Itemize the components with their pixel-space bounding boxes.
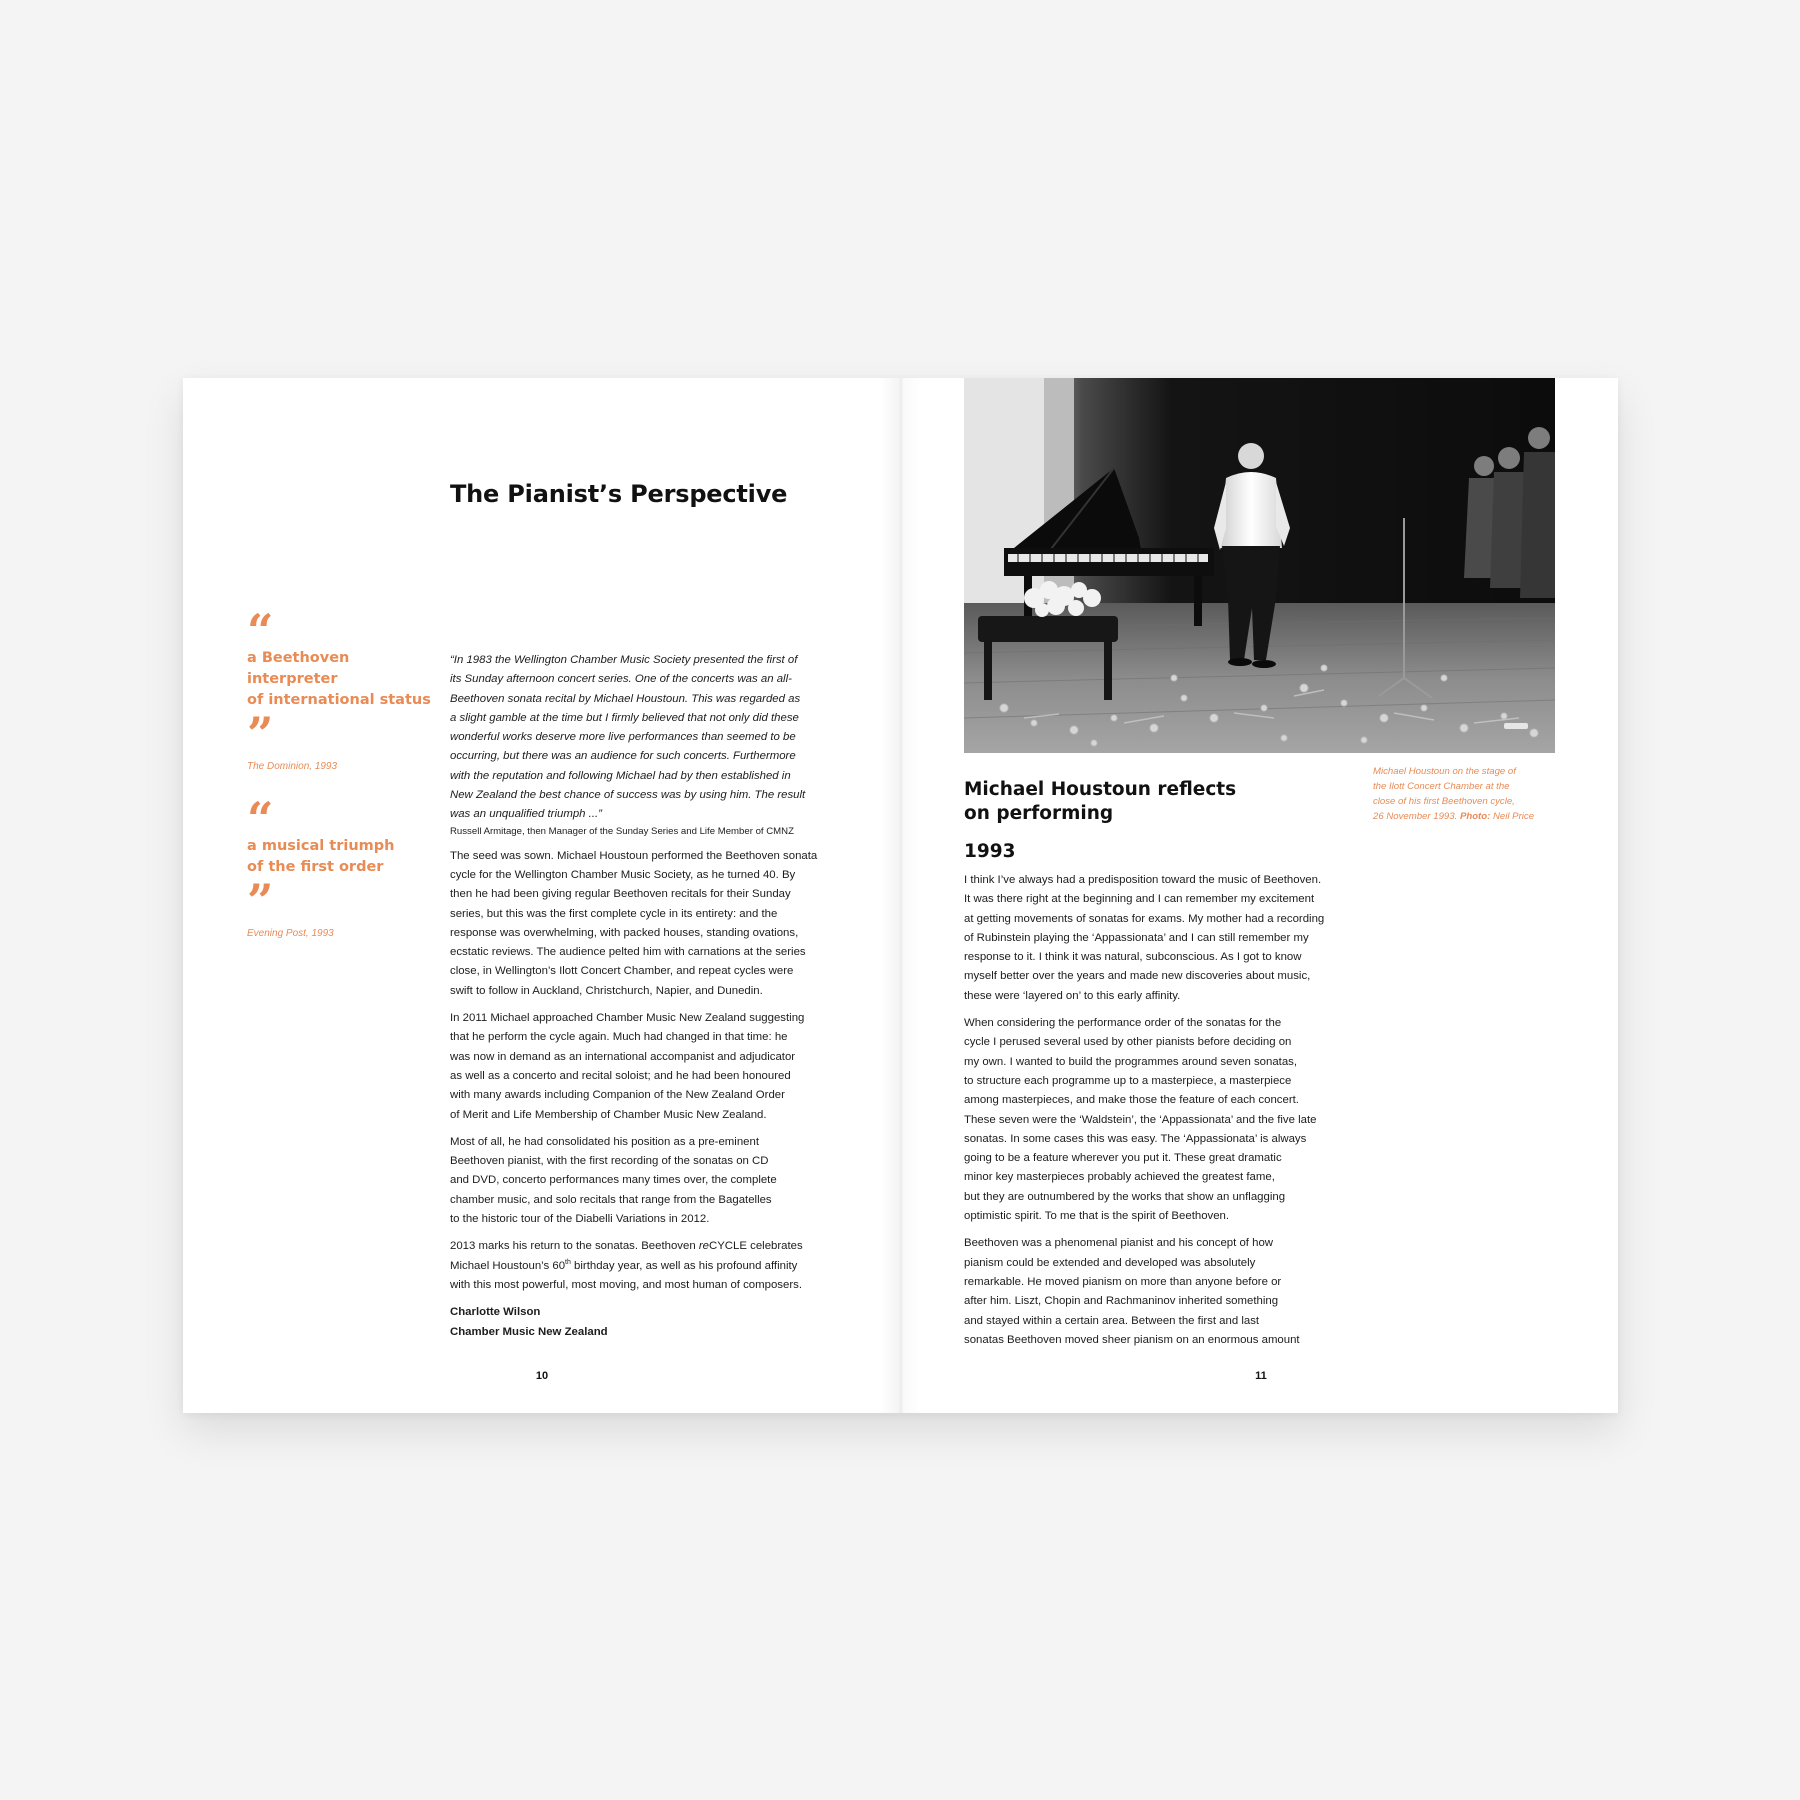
- section-year: 1993: [964, 841, 1016, 862]
- close-quote-icon: ”: [247, 874, 274, 928]
- text-run: CYCLE celebrates: [708, 1240, 803, 1253]
- body-paragraph: In 2011 Michael approached Chamber Music New Zealand suggesting that he perform the cycle again. Much had changed in that time: he was now in demand as an international accompanist and adjudicator as well as a concerto and recital soloist; and he had been honoured with many awards including Companion of the New Zealand Order of Merit and Life Membership of Chamber Music New Zealand.: [450, 1012, 805, 1121]
- text-run: Michael Houstoun’s 60: [450, 1259, 566, 1272]
- booklet-spread: [183, 378, 1618, 1413]
- pull-quote-2: [247, 792, 437, 939]
- right-page: [901, 378, 1618, 1413]
- body-paragraph: I think I’ve always had a predisposition toward the music of Beethoven. It was there right at the beginning and I can remember my excitement at getting movements of sonatas for exams. My mother had a recording of Rubinstein playing the ‘Appassionata’ and I can still remember my response to it. I think it was natural, subconscious. As I got to know myself better over the years and made new discoveries about music, these were ‘layered on’ to this early affinity.: [964, 874, 1325, 1002]
- page-number: 11: [1255, 1370, 1267, 1382]
- superscript: th: [565, 1258, 571, 1266]
- text-run: with this most powerful, most moving, and most human of composers.: [450, 1278, 802, 1291]
- concert-photo: [964, 378, 1555, 753]
- text-run: birthday year, as well as his profound affinity: [570, 1259, 798, 1272]
- text-run: 2013 marks his return to the sonatas. Beethoven: [450, 1240, 699, 1253]
- pull-quote-source: The Dominion, 1993: [247, 761, 338, 772]
- caption-photo-label: Photo:: [1459, 811, 1491, 822]
- quote-attribution: Russell Armitage, then Manager of the Sunday Series and Life Member of CMNZ: [450, 825, 794, 837]
- body-paragraph-final: [450, 1237, 850, 1295]
- photo-illustration: [964, 378, 1555, 753]
- text-run-italic: re: [698, 1240, 709, 1253]
- page-title: The Pianist’s Perspective: [450, 480, 788, 508]
- signature-organisation: Chamber Music New Zealand: [450, 1325, 608, 1338]
- section-heading: Michael Houstoun reflects on performing: [964, 779, 1237, 824]
- open-quote-icon: “: [247, 604, 274, 658]
- body-paragraph: The seed was sown. Michael Houstoun performed the Beethoven sonata cycle for the Wellington Chamber Music Society, as he turned 40. By then he had been giving regular Beethoven recitals for their Sunday series, but this was the first complete cycle in its entirety: and the response was overwhelming, with packed houses, standing ovations, ecstatic reviews. The audience pelted him with carnations at the series close, in Wellington’s Ilott Concert Chamber, and repeat cycles were swift to follow in Auckland, Christchurch, Napier, and Dunedin.: [450, 849, 818, 997]
- pull-quote-text: a musical triumph of the first order: [247, 838, 395, 875]
- photo-caption: [1373, 764, 1563, 824]
- right-body-column: [964, 871, 1364, 1358]
- left-page: [183, 378, 900, 1413]
- page-number: 10: [535, 1370, 549, 1382]
- caption-photographer: Neil Price: [1490, 811, 1535, 822]
- body-paragraph: Beethoven was a phenomenal pianist and his concept of how pianism could be extended and developed was absolutely remarkable. He moved pianism on more than anyone before or after him. Liszt, Chopin and Rachmaninov inherited something and stayed within a certain area. Between the first and last sonatas Beethoven moved sheer pianism on an enormous amount: [964, 1237, 1300, 1346]
- left-body-column: [450, 651, 850, 1342]
- intro-quote: “In 1983 the Wellington Chamber Music Society presented the first of its Sunday afternoon concert series. One of the concerts was an all- Beethoven sonata recital by Michael Houstoun. This was regarded as a slight gamble at the time but I firmly believed that not only did these wonderful works deserve more live performances than seemed to be occurring, but there was an audience for such concerts. Furthermore with the reputation and following Michael had by then established in New Zealand the best chance of success was by using him. The result was an unqualified triumph ...”: [450, 654, 806, 821]
- pull-quote-1: [247, 604, 437, 772]
- signature-name: Charlotte Wilson: [450, 1306, 541, 1319]
- body-paragraph: Most of all, he had consolidated his position as a pre-eminent Beethoven pianist, with the first recording of the sonatas on CD and DVD, concerto performances many times over, the complete chamber music, and solo recitals that range from the Bagatelles to the historic tour of the Diabelli Variations in 2012.: [450, 1135, 777, 1226]
- close-quote-icon: ”: [247, 707, 274, 761]
- body-paragraph: When considering the performance order of the sonatas for the cycle I perused several used by other pianists before deciding on my own. I wanted to build the programmes around seven sonatas, to structure each programme up to a masterpiece, a masterpiece among masterpieces, and make those the feature of each concert. These seven were the ‘Waldstein’, the ‘Appassionata’ and the five late sonatas. In some cases this was easy. The ‘Appassionata’ is always going to be a feature wherever you put it. These great dramatic minor key masterpieces probably achieved the greatest fame, but they are outnumbered by the works that show an unflagging optimistic spirit. To me that is the spirit of Beethoven.: [964, 1017, 1317, 1223]
- open-quote-icon: “: [247, 792, 274, 846]
- pull-quote-source: Evening Post, 1993: [247, 928, 334, 939]
- caption-text: Michael Houstoun on the stage of the Ilott Concert Chamber at the close of his first Beethoven cycle, 26 November 1993.: [1373, 766, 1516, 822]
- pull-quote-text: a Beethoven interpreter of international status: [247, 650, 431, 708]
